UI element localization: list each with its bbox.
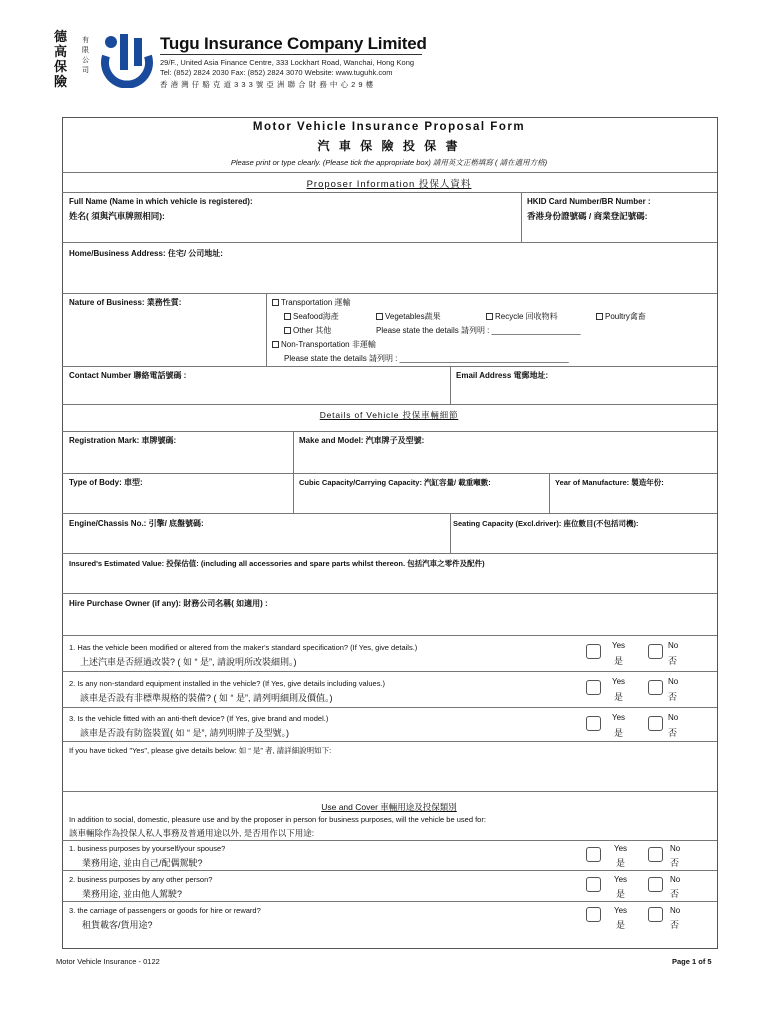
cn-small-char: 公: [82, 56, 89, 64]
use-question-3-yes-checkbox[interactable]: [586, 907, 601, 922]
question-1-cn: 上述汽車是否經過改裝? ( 如 “ 是”, 請說明所改裝細則。): [80, 657, 297, 667]
option-poultry[interactable]: Poultry禽畜: [596, 311, 646, 322]
question-3-yes-checkbox[interactable]: [586, 716, 601, 731]
use-question-3-cn: 租貨載客/貨用途?: [82, 920, 153, 930]
footer-left: Motor Vehicle Insurance - 0122: [56, 957, 160, 966]
use-question-3-en: 3. the carriage of passengers or goods for hire or reward?: [69, 906, 261, 915]
seating-capacity-label: Seating Capacity (Excl.driver): 座位數目(不包括司機):: [453, 519, 639, 528]
cubic-capacity-label: Cubic Capacity/Carrying Capacity: 汽缸容量/ 載重噸數:: [299, 478, 491, 487]
no-label-cn: 否: [668, 656, 678, 666]
cn-char: 保: [54, 60, 68, 75]
contact-number-field[interactable]: [63, 381, 449, 403]
checkbox-icon: [284, 327, 291, 334]
hkid-label-cn: 香港身份證號碼 / 商業登記號碼:: [527, 211, 648, 221]
address-label: Home/Business Address: 住宅/ 公司地址:: [69, 249, 223, 258]
vehicle-details-heading: Details of Vehicle 投保車輛細節: [319, 410, 459, 420]
use-question-1-en: 1. business purposes by yourself/your spouse?: [69, 844, 226, 853]
registration-mark-label: Registration Mark: 車牌號碼:: [69, 436, 177, 445]
yes-label-cn: 是: [616, 858, 626, 868]
option-recycle[interactable]: Recycle 回收物料: [486, 311, 558, 322]
use-question-2-en: 2. business purposes by any other person?: [69, 875, 213, 884]
question-3-en: 3. Is the vehicle fitted with an anti-theft device? (If Yes, give brand and model.): [69, 714, 329, 723]
option-transportation[interactable]: Transportation 運輸: [272, 297, 351, 308]
make-model-field[interactable]: [294, 447, 715, 472]
contact-number-label: Contact Number 聯絡電話號碼 :: [69, 371, 187, 380]
company-logo-icon: [98, 28, 156, 88]
body-type-field[interactable]: [63, 489, 292, 512]
no-label-cn: 否: [668, 692, 678, 702]
make-model-label: Make and Model: 汽車牌子及型號:: [299, 436, 425, 445]
use-cover-heading: Use and Cover 車輛用途及投保類別: [321, 802, 457, 812]
question-1-yes-checkbox[interactable]: [586, 644, 601, 659]
estimated-value-field[interactable]: [63, 570, 715, 592]
company-address: 29/F., United Asia Finance Centre, 333 Lockhart Road, Wanchai, Hong Kong: [160, 58, 415, 67]
cn-small-char: 有: [82, 36, 89, 44]
header-divider: [160, 54, 422, 55]
question-3-cn: 該車是否設有防盜裝置( 如 “ 是”, 請列明牌子及型號。): [80, 728, 289, 738]
year-label: Year of Manufacture: 製造年份:: [555, 478, 664, 487]
option-vegetables[interactable]: Vegetables蔬果: [376, 311, 441, 322]
cn-char: 德: [54, 30, 68, 45]
use-question-3-no-checkbox[interactable]: [648, 907, 663, 922]
yes-label-cn: 是: [614, 692, 624, 702]
company-address-cn: 香 港 灣 仔 駱 克 道 3 3 3 號 亞 洲 聯 合 財 務 中 心 2 9 樓: [160, 80, 374, 89]
engine-chassis-label: Engine/Chassis No.: 引擎/ 底盤號碼:: [69, 519, 204, 528]
question-3-no-checkbox[interactable]: [648, 716, 663, 731]
email-field[interactable]: [451, 381, 715, 403]
yes-label-cn: 是: [614, 728, 624, 738]
use-question-1-cn: 業務用途, 並由自己/配偶駕駛?: [82, 858, 203, 868]
other-details-field[interactable]: Please state the details 請列明 : ____________________: [376, 326, 581, 335]
checkbox-icon: [596, 313, 603, 320]
checkbox-icon: [272, 299, 279, 306]
yes-details-label: If you have ticked "Yes", please give details below: 如 “ 是” 者, 請詳細說明如下:: [69, 746, 332, 755]
no-label: No: [670, 875, 681, 884]
company-contact: Tel: (852) 2824 2030 Fax: (852) 2824 3070 Website: www.tuguhk.com: [160, 68, 393, 77]
no-label: No: [668, 713, 679, 722]
no-label-cn: 否: [670, 889, 680, 899]
no-label: No: [670, 844, 681, 853]
form-title-en: Motor Vehicle Insurance Proposal Form: [252, 121, 526, 133]
company-name: Tugu Insurance Company Limited: [160, 34, 427, 53]
question-2-en: 2. Is any non-standard equipment installed in the vehicle? (If Yes, give details including values.): [69, 679, 386, 688]
option-non-transportation[interactable]: Non-Transportation 非運輸: [272, 339, 376, 350]
cn-char: 險: [54, 75, 68, 90]
hire-purchase-field[interactable]: [63, 610, 715, 634]
no-label-cn: 否: [670, 920, 680, 930]
hkid-field[interactable]: [522, 222, 715, 241]
checkbox-icon: [486, 313, 493, 320]
registration-mark-field[interactable]: [63, 447, 292, 472]
cn-char: 高: [54, 45, 68, 60]
cubic-capacity-field[interactable]: [294, 489, 548, 512]
full-name-field[interactable]: [63, 222, 520, 241]
cn-small-char: 限: [82, 46, 89, 54]
yes-details-field[interactable]: [63, 757, 715, 789]
full-name-label-cn: 姓名( 須與汽車牌照相同):: [69, 211, 165, 221]
yes-label: Yes: [612, 641, 626, 650]
question-2-no-checkbox[interactable]: [648, 680, 663, 695]
option-seafood[interactable]: Seafood海產: [284, 311, 339, 322]
checkbox-icon: [376, 313, 383, 320]
seating-capacity-field[interactable]: [451, 530, 715, 552]
use-question-1-no-checkbox[interactable]: [648, 847, 663, 862]
no-label: No: [668, 641, 679, 650]
no-label: No: [670, 906, 681, 915]
form-instruction: Please print or type clearly. (Please tick the appropriate box) 請用英文正楷填寫 ( 請在適用方格): [230, 158, 548, 167]
use-intro-cn: 該車輛除作為投保人私人事務及普通用途以外, 是否用作以下用途:: [69, 828, 315, 838]
yes-label-cn: 是: [616, 889, 626, 899]
full-name-label: Full Name (Name in which vehicle is registered):: [69, 197, 253, 206]
company-chinese-name: [54, 30, 104, 92]
yes-label: Yes: [612, 713, 626, 722]
yes-label: Yes: [614, 844, 628, 853]
year-field[interactable]: [550, 489, 715, 512]
checkbox-icon: [284, 313, 291, 320]
cn-small-char: 司: [82, 66, 89, 74]
question-1-en: 1. Has the vehicle been modified or altered from the maker's standard specification? (If Yes, give details.): [69, 643, 418, 652]
use-intro-en: In addition to social, domestic, pleasure use and by the proposer in person for business purposes, will the vehicle be used for:: [69, 815, 486, 824]
non-transport-details-field[interactable]: Please state the details 請列明 : ______________________________________: [284, 354, 569, 363]
engine-chassis-field[interactable]: [63, 530, 449, 552]
no-label: No: [668, 677, 679, 686]
email-label: Email Address 電郵地址:: [456, 371, 549, 380]
question-1-no-checkbox[interactable]: [648, 644, 663, 659]
yes-label: Yes: [612, 677, 626, 686]
hire-purchase-label: Hire Purchase Owner (if any): 財務公司名稱( 如適用) :: [69, 599, 268, 608]
footer-page-number: Page 1 of 5: [672, 957, 712, 966]
body-type-label: Type of Body: 車型:: [69, 478, 143, 487]
checkbox-icon: [272, 341, 279, 348]
proposer-info-heading: Proposer Information 投保人資料: [306, 179, 472, 190]
form-title-cn: 汽 車 保 險 投 保 書: [317, 139, 461, 153]
use-question-2-yes-checkbox[interactable]: [586, 877, 601, 892]
question-2-cn: 該車是否設有非標準規格的裝備? ( 如 “ 是”, 請列明細則及價值。): [80, 693, 333, 703]
use-question-1-yes-checkbox[interactable]: [586, 847, 601, 862]
no-label-cn: 否: [670, 858, 680, 868]
address-field[interactable]: [63, 260, 715, 292]
hkid-label: HKID Card Number/BR Number :: [527, 197, 651, 206]
use-question-2-cn: 業務用途, 並由他人駕駛?: [82, 889, 183, 899]
yes-label-cn: 是: [614, 656, 624, 666]
question-2-yes-checkbox[interactable]: [586, 680, 601, 695]
yes-label: Yes: [614, 875, 628, 884]
yes-label-cn: 是: [616, 920, 626, 930]
yes-label: Yes: [614, 906, 628, 915]
use-question-2-no-checkbox[interactable]: [648, 877, 663, 892]
nature-of-business-label: Nature of Business: 業務性質:: [69, 298, 182, 307]
no-label-cn: 否: [668, 728, 678, 738]
option-other[interactable]: Other 其他: [284, 325, 331, 336]
estimated-value-label: Insured's Estimated Value: 投保估值: (including all accessories and spare parts whilst thereon. 包括汽車之零件及配件): [69, 559, 485, 568]
